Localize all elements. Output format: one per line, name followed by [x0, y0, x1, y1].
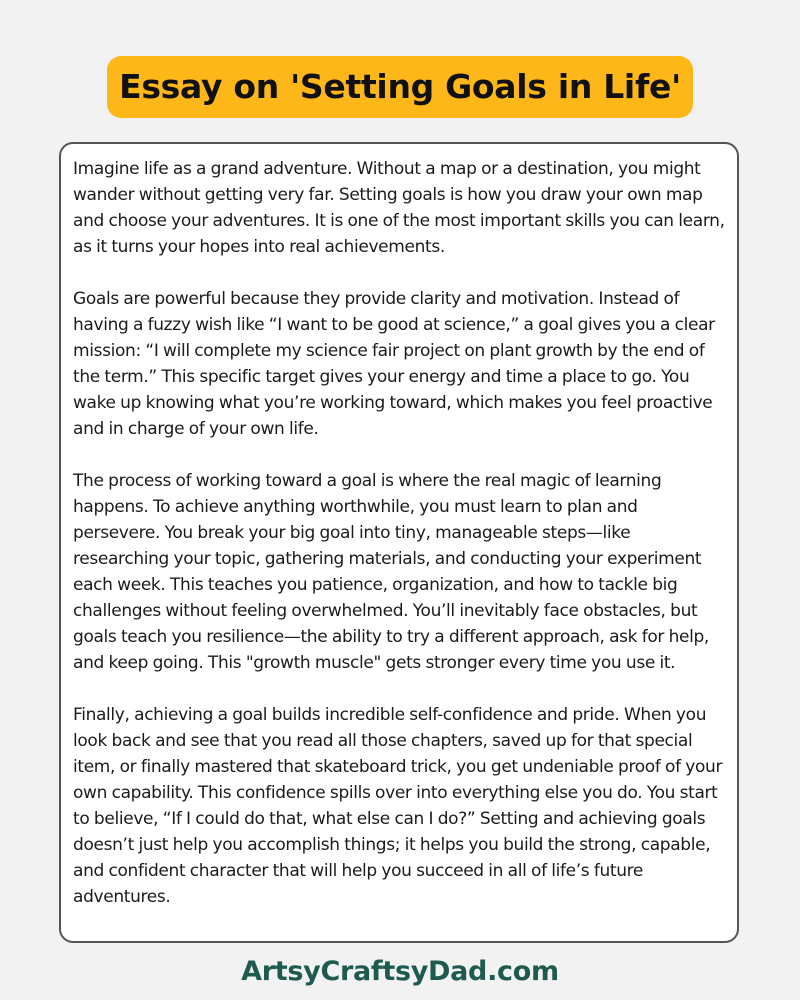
essay-paragraph-2: Goals are powerful because they provide clarity and motivation. Instead of having a fuzzy wish like “I want to be good at science,” a goal gives you a clear mission: “I will complete my science fair project on plant growth by the end of the term.” This specific target gives your energy and time a place to go. You wake up knowing what you’re working toward, which makes you feel proactive and in charge of your own life. [73, 289, 715, 439]
essay-paragraph-4: Finally, achieving a goal builds incredible self-confidence and pride. When you look back and see that you read all those chapters, saved up for that special item, or finally mastered that skateboard trick, you get undeniable proof of your own capability. This confidence spills over into everything else you do. You start to believe, “If I could do that, what else can I do?” Setting and achieving goals doesn’t just help you accomplish things; it helps you build the strong, capable, and confident character that will help you succeed in all of life’s future adventures. [73, 705, 723, 907]
title-banner [0, 56, 800, 118]
essay-paragraph-1: Imagine life as a grand adventure. Without a map or a destination, you might wander without getting very far. Setting goals is how you draw your own map and choose your adventures. It is one of the most important skills you can learn, as it turns your hopes into real achievements. [73, 159, 725, 257]
essay-box [59, 142, 739, 943]
page-title: Essay on 'Setting Goals in Life' [107, 56, 693, 118]
essay-paragraph-3: The process of working toward a goal is where the real magic of learning happens. To achieve anything worthwhile, you must learn to plan and persevere. You break your big goal into tiny, manageable steps—like researching your topic, gathering materials, and conducting your experiment each week. This teaches you patience, organization, and how to tackle big challenges without feeling overwhelmed. You’ll inevitably face obstacles, but goals teach you resilience—the ability to try a different approach, ask for help, and keep going. This "growth muscle" gets stronger every time you use it. [73, 471, 709, 673]
footer-site-name: ArtsyCraftsyDad.com [241, 956, 559, 987]
